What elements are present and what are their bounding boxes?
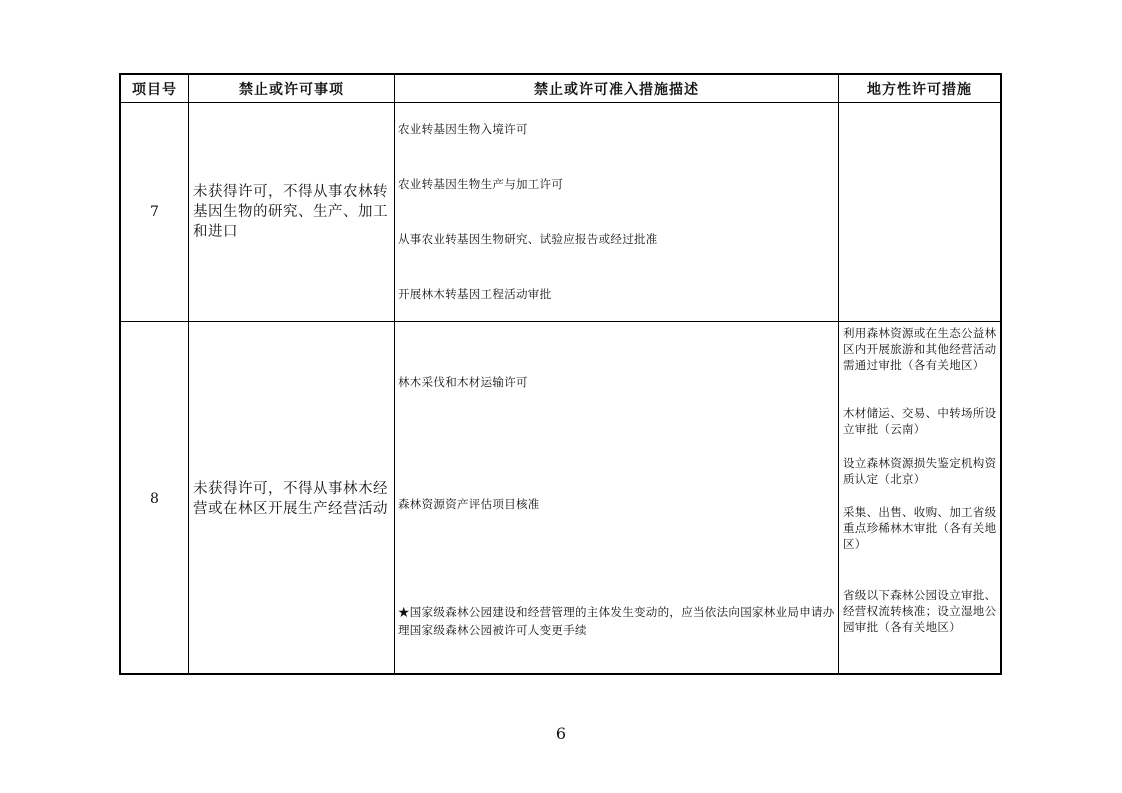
row-8-description-3: ★国家级森林公园建设和经营管理的主体发生变动的，应当依法向国家林业局申请办理国家级森林公园被许可人变更手续 <box>398 605 835 637</box>
row-7-description-4: 开展林木转基因工程活动审批 <box>398 287 552 301</box>
header-description: 禁止或许可准入措施描述 <box>534 81 699 98</box>
row-8-local-measure-4: 采集、出售、收购、加工省级重点珍稀林木审批（各有关地区） <box>843 505 997 551</box>
row-8-local-measure-1: 利用森林资源或在生态公益林区内开展旅游和其他经营活动需通过审批（各有关地区） <box>843 326 997 372</box>
column-divider <box>394 75 395 673</box>
header-item: 禁止或许可事项 <box>239 81 344 98</box>
header-project-number: 项目号 <box>132 81 177 98</box>
row-8-number: 8 <box>150 490 159 507</box>
row-7-description-2: 农业转基因生物生产与加工许可 <box>398 177 564 191</box>
row-8-description-1: 林木采伐和木材运输许可 <box>398 375 528 389</box>
row-7-description-3: 从事农业转基因生物研究、试验应报告或经过批准 <box>398 232 658 246</box>
page-number: 6 <box>555 724 567 743</box>
row-7-item: 未获得许可，不得从事农林转基因生物的研究、生产、加工和进口 <box>193 184 388 240</box>
row-8-local-measure-5: 省级以下森林公园设立审批、经营权流转核准；设立湿地公园审批（各有关地区） <box>843 588 997 634</box>
row-8-local-measure-2: 木材储运、交易、中转场所设立审批（云南） <box>843 406 997 436</box>
row-8-local-measure-3: 设立森林资源损失鉴定机构资质认定（北京） <box>843 456 997 486</box>
column-divider <box>838 75 839 673</box>
row-7-number: 7 <box>150 204 159 220</box>
header-local-measures: 地方性许可措施 <box>867 81 972 98</box>
row-7-description-1: 农业转基因生物入境许可 <box>398 122 528 136</box>
column-divider <box>188 75 189 673</box>
regulation-table <box>119 73 1002 675</box>
row-8-description-2: 森林资源资产评估项目核准 <box>398 497 540 511</box>
row-8-item: 未获得许可，不得从事林木经营或在林区开展生产经营活动 <box>193 480 388 517</box>
